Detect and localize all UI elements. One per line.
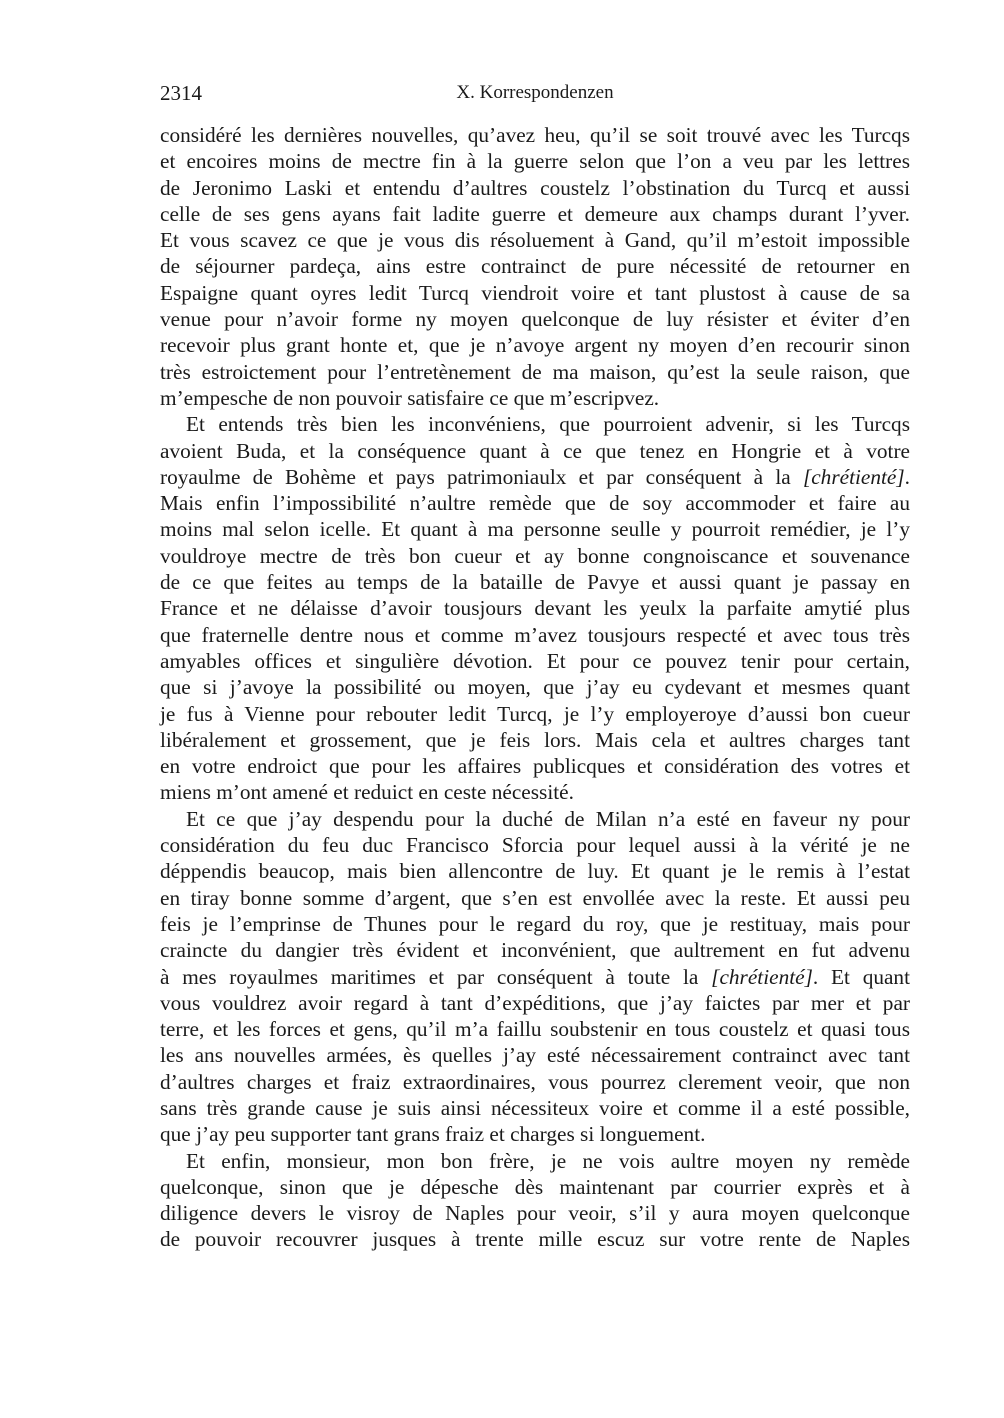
text-line: m’empesche de non pouvoir satisfaire ce que m’escripvez. <box>160 385 660 410</box>
paragraph-1 <box>160 122 910 411</box>
text-line: les ans nouvelles armées, ès quelles j’ay esté nécessairement contrainct avec tant <box>160 1043 910 1068</box>
text-line: moins mal selon icelle. Et quant à ma personne seulle y pourroit remédier, je l’y <box>160 517 910 542</box>
text-line: venue pour n’avoir forme ny moyen quelconque de luy résister et éviter d’en <box>160 307 910 332</box>
text-line: considération du feu duc Francisco Sforcia pour lequel aussi à la vérité je ne <box>160 833 910 858</box>
text-line: en votre endroict que pour les affaires publicques et considération des votres et <box>160 754 910 779</box>
editorial-insertion: [chrétienté] <box>802 464 905 489</box>
text-line: de pouvoir recouvrer jusques à trente mille escuz sur votre rente de Naples <box>160 1227 910 1252</box>
text-line: vous vouldrez avoir regard à tant d’expéditions, que j’ay faictes par mer et par <box>160 990 910 1015</box>
running-head <box>160 78 910 108</box>
text-line-with-editorial <box>160 964 910 990</box>
body-text <box>160 122 910 1253</box>
text-line: déppendis beaucop, mais bien allencontre de luy. Et quant je le remis à l’estat <box>160 859 910 884</box>
paragraph-4 <box>160 1148 910 1253</box>
text-line: de ce que feites au temps de la bataille de Pavye et aussi quant je passay en <box>160 570 910 595</box>
text-fragment: à mes royaulmes maritimes et par conséquent à toute la <box>160 964 712 989</box>
text-line: Et entends très bien les inconvéniens, que pourroient advenir, si les Turcqs <box>186 412 910 437</box>
text-line: celle de ses gens ayans fait ladite guerre et demeure aux champs durant l’yver. <box>160 201 910 226</box>
text-line: terre, et les forces et gens, qu’il m’a faillu soubstenir en tous coustelz et quasi tous <box>160 1017 910 1042</box>
document-page <box>160 78 910 1253</box>
text-line: d’aultres charges et fraiz extraordinaires, vous pourrez clerement veoir, que non <box>160 1069 910 1094</box>
text-line: que si j’avoye la possibilité ou moyen, que j’ay eu cydevant et mesmes quant <box>160 675 910 700</box>
text-line: Et enfin, monsieur, mon bon frère, je ne vois aultre moyen ny remède <box>186 1148 910 1173</box>
text-line-with-editorial <box>160 464 910 490</box>
text-line: miens m’ont amené et reduict en ceste nécessité. <box>160 780 574 805</box>
text-line: sans très grande cause je suis ainsi nécessiteux voire et comme il a esté possible, <box>160 1095 910 1120</box>
text-line: Mais enfin l’impossibilité n’aultre remède que de soy accommoder et faire au <box>160 491 910 516</box>
text-line: considéré les dernières nouvelles, qu’avez heu, qu’il se soit trouvé avec les Turcqs <box>160 123 910 147</box>
text-fragment: . <box>904 464 910 489</box>
text-line: quelconque, sinon que je dépesche dès maintenant par courrier exprès et à <box>160 1174 910 1199</box>
paragraph-2 <box>160 411 910 805</box>
text-line: très estroictement pour l’entretènement de ma maison, qu’est la seule raison, que <box>160 359 910 384</box>
editorial-insertion: [chrétienté] <box>711 964 813 989</box>
text-fragment: royaulme de Bohème et pays patrimoniaulx et par conséquent à la <box>160 464 803 489</box>
text-line: que j’ay peu supporter tant grans fraiz et charges si longuement. <box>160 1122 706 1147</box>
text-line: Espaigne quant oyres ledit Turcq viendroit voire et tant plustost à cause de sa <box>160 280 910 305</box>
text-line: de séjourner pardeça, ains estre contrainct de pure nécessité de retourner en <box>160 254 910 279</box>
text-line: je fus à Vienne pour rebouter ledit Turcq, je l’y employeroye d’aussi bon cueur <box>160 701 910 726</box>
text-line: craincte du dangier très évident et inconvénient, que aultrement en fut advenu <box>160 938 910 963</box>
text-line: Et vous scavez ce que je vous dis résoluement à Gand, qu’il m’estoit impossible <box>160 228 910 253</box>
text-fragment: . Et quant <box>812 964 911 989</box>
running-title: X. Korrespondenzen <box>456 82 614 103</box>
text-line: de Jeronimo Laski et entendu d’aultres coustelz l’obstination du Turcq et aussi <box>160 175 910 200</box>
text-line: et encoires moins de mectre fin à la guerre selon que l’on a veu par les lettres <box>160 149 910 174</box>
paragraph-3 <box>160 806 910 1148</box>
text-line: diligence devers le visroy de Naples pour veoir, s’il y aura moyen quelconque <box>160 1201 910 1226</box>
text-line: France et ne délaisse d’avoir tousjours devant les yeulx la parfaite amytié plus <box>160 596 910 621</box>
text-line: libéralement et grossement, que je feis lors. Mais cela et aultres charges tant <box>160 727 910 752</box>
text-line: que fraternelle dentre nous et comme m’avez tousjours respecté et avec tous très <box>160 622 910 647</box>
page-number: 2314 <box>160 81 202 105</box>
text-line: en tiray bonne somme d’argent, que s’en est envollée avec la reste. Et aussi peu <box>160 885 910 910</box>
text-line: vouldroye mectre de très bon cueur et ay bonne congnoiscance et souvenance <box>160 543 910 568</box>
text-line: feis je l’emprinse de Thunes pour le regard du roy, que je restituay, mais pour <box>160 911 910 936</box>
text-line: Et ce que j’ay despendu pour la duché de Milan n’a esté en faveur ny pour <box>186 806 910 831</box>
text-line: avoient Buda, et la conséquence quant à ce que tenez en Hongrie et à votre <box>160 438 910 463</box>
text-line: recevoir plus grant honte et, que je n’avoye argent ny moyen d’en recourir sinon <box>160 333 910 358</box>
text-line: amyables offices et singulière dévotion. Et pour ce pouvez tenir pour certain, <box>160 648 910 673</box>
